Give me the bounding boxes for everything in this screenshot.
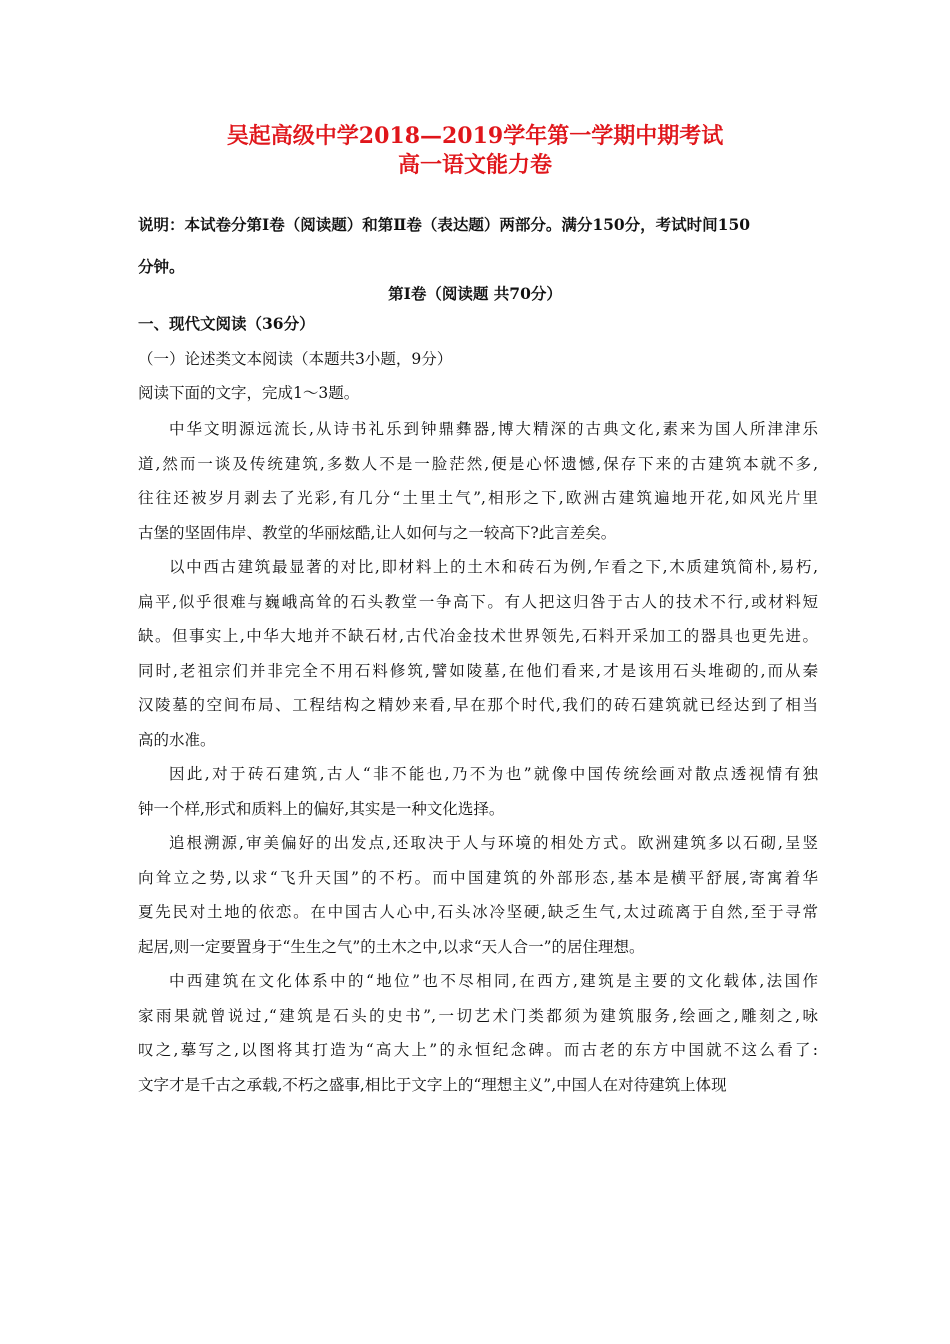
passage-line: 钟一个样,形式和质料上的偏好,其实是一种文化选择。 [138,799,505,818]
passage-line: 高的水准。 [138,730,216,749]
passage-paragraph [138,550,818,757]
subsection-heading: （一）论述类文本阅读（本题共3小题，9分） [138,350,453,368]
passage-line: 文字才是千古之承载,不朽之盛事,相比于文字上的“理想主义”,中国人在对待建筑上体现 [138,1075,727,1094]
passage-line: 追根溯源,审美偏好的出发点,还取决于人与环境的相处方式。欧洲建筑多以石砌,呈竖 [169,834,818,852]
passage-line: 起居,则一定要置身于“生生之气”的土木之中,以求“天人合一”的居住理想。 [138,937,645,956]
passage-line: 扁平,似乎很难与巍峨高耸的石头教堂一争高下。有人把这归咎于古人的技术不行,或材料短 [138,592,818,611]
passage-line: 中华文明源远流长,从诗书礼乐到钟鼎彝器,博大精深的古典文化,素来为国人所津津乐 [169,420,818,438]
passage-line: 因此,对于砖石建筑,古人“非不能也,乃不为也”就像中国传统绘画对散点透视情有独 [169,765,818,783]
passage-paragraph [138,826,818,964]
exam-title: 吴起高级中学2018—2019学年第一学期中期考试 [226,123,724,149]
passage-line: 往往还被岁月剥去了光彩,有几分“土里土气”,相形之下,欧洲古建筑遍地开花,如风光片里 [138,489,818,507]
passage-line: 中西建筑在文化体系中的“地位”也不尽相同,在西方,建筑是主要的文化载体,法国作 [169,972,818,990]
exam-instructions-note [138,204,818,288]
passage-line: 缺。但事实上,中华大地并不缺石材,古代冶金技术世界领先,石料开采加工的器具也更先进。 [138,627,818,645]
passage-line: 家雨果就曾说过,“建筑是石头的史书”,一切艺术门类都须为建筑服务,绘画之,雕刻之,咏 [138,1006,818,1025]
passage-line: 同时,老祖宗们并非完全不用石料修筑,譬如陵墓,在他们看来,才是该用石头堆砌的,而从秦 [138,661,818,680]
passage-line: 夏先民对土地的依恋。在中国古人心中,石头冰冷坚硬,缺乏生气,太过疏离于自然,至于寻常 [138,903,818,921]
reading-passage [138,412,818,1102]
passage-line: 以中西古建筑最显著的对比,即材料上的土木和砖石为例,乍看之下,木质建筑简朴,易朽, [169,558,818,576]
passage-line: 向耸立之势,以求“飞升天国”的不朽。而中国建筑的外部形态,基本是横平舒展,寄寓着华 [138,868,818,887]
note-line: 说明：本试卷分第Ⅰ卷（阅读题）和第Ⅱ卷（表达题）两部分。满分150分，考试时间150 [138,215,751,234]
reading-instruction: 阅读下面的文字，完成1～3题。 [138,384,360,402]
passage-paragraph [138,964,818,1102]
passage-paragraph [138,757,818,826]
volume-title: 第Ⅰ卷（阅读题 共70分） [388,284,562,303]
section-heading: 一、现代文阅读（36分） [138,314,315,333]
passage-line: 道,然而一谈及传统建筑,多数人不是一脸茫然,便是心怀遗憾,保存下来的古建筑本就不多, [138,454,818,473]
passage-paragraph [138,412,818,550]
passage-line: 古堡的坚固伟岸、教堂的华丽炫酷,让人如何与之一较高下?此言差矣。 [138,523,617,542]
exam-subtitle: 高一语文能力卷 [397,152,552,178]
passage-line: 叹之,摹写之,以图将其打造为“高大上”的永恒纪念碑。而古老的东方中国就不这么看了: [138,1041,818,1059]
note-line: 分钟。 [138,257,185,276]
passage-line: 汉陵墓的空间布局、工程结构之精妙来看,早在那个时代,我们的砖石建筑就已经达到了相当 [138,696,818,714]
